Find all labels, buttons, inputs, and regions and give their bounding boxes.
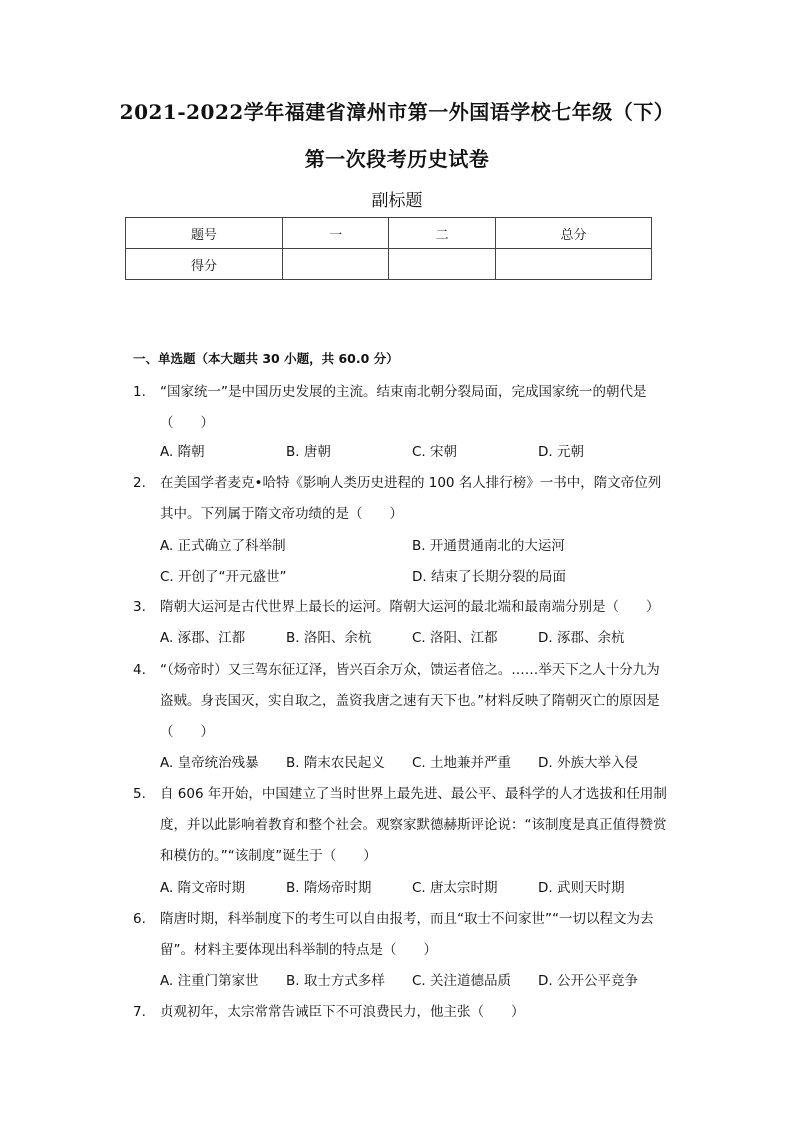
option-c[interactable]: C. 宋朝 xyxy=(412,444,458,460)
question-2-options xyxy=(160,531,680,593)
score-table-header-row xyxy=(126,218,652,249)
score-header-cell: 题号 xyxy=(126,218,283,249)
option-c[interactable]: C. 关注道德品质 xyxy=(412,973,512,989)
question-text: “国家统一”是中国历史发展的主流。结束南北朝分裂局面，完成国家统一的朝代是（ ） xyxy=(160,384,647,431)
question-7 xyxy=(133,997,673,1028)
option-a[interactable]: A. 注重门第家世 xyxy=(160,973,259,989)
question-5-options xyxy=(160,873,680,904)
question-number: 1. xyxy=(133,384,146,400)
question-2 xyxy=(133,468,673,530)
score-header-cell: 二 xyxy=(389,218,495,249)
score-row-label: 得分 xyxy=(126,249,283,280)
score-table xyxy=(125,217,652,280)
question-5 xyxy=(133,779,673,872)
question-text: 隋朝大运河是古代世界上最长的运河。隋朝大运河的最北端和最南端分别是（ ） xyxy=(160,599,660,615)
score-header-cell: 总分 xyxy=(495,218,651,249)
question-1-options xyxy=(160,437,680,468)
question-text: “（炀帝时）又三驾东征辽泽，皆兴百余万众，馈运者倍之。……举天下之人十分九为盗贼。身丧国灭，实自取之，盖资我唐之速有天下也。”材料反映了隋朝灭亡的原因是（ ） xyxy=(160,662,660,740)
option-a[interactable]: A. 涿郡、江都 xyxy=(160,630,246,646)
question-4-options xyxy=(160,748,680,779)
option-b[interactable]: B. 隋末农民起义 xyxy=(286,755,385,771)
score-cell[interactable] xyxy=(283,249,389,280)
option-c[interactable]: C. 开创了“开元盛世” xyxy=(160,569,287,585)
option-a[interactable]: A. 皇帝统治残暴 xyxy=(160,755,259,771)
option-b[interactable]: B. 取士方式多样 xyxy=(286,973,385,989)
option-d[interactable]: D. 元朝 xyxy=(538,444,584,460)
exam-title-line-2: 第一次段考历史试卷 xyxy=(304,147,490,171)
question-number: 5. xyxy=(133,786,146,802)
question-6 xyxy=(133,904,673,966)
option-a[interactable]: A. 隋朝 xyxy=(160,444,205,460)
question-number: 6. xyxy=(133,911,146,927)
question-4 xyxy=(133,655,673,748)
option-c[interactable]: C. 洛阳、江都 xyxy=(412,630,498,646)
score-cell[interactable] xyxy=(495,249,651,280)
option-c[interactable]: C. 唐太宗时期 xyxy=(412,880,498,896)
question-3 xyxy=(133,592,673,623)
option-d[interactable]: D. 武则天时期 xyxy=(538,880,625,896)
question-text: 贞观初年，太宗常常告诫臣下不可浪费民力，他主张（ ） xyxy=(160,1004,525,1020)
question-number: 3. xyxy=(133,599,146,615)
option-b[interactable]: B. 洛阳、余杭 xyxy=(286,630,372,646)
question-number: 7. xyxy=(133,1004,146,1020)
option-a[interactable]: A. 正式确立了科举制 xyxy=(160,538,286,554)
exam-subtitle: 副标题 xyxy=(371,191,423,211)
option-c[interactable]: C. 土地兼并严重 xyxy=(412,755,512,771)
question-text: 自 606 年开始，中国建立了当时世界上最先进、最公平、最科学的人才选拔和任用制度，并以此影响着教育和整个社会。观察家默德赫斯评论说：“该制度是真正值得赞赏和模仿的。”“该制度”诞生于（ ） xyxy=(160,786,667,864)
exam-title-line-1: 2021-2022学年福建省漳州市第一外国语学校七年级（下） xyxy=(119,100,675,124)
option-a[interactable]: A. 隋文帝时期 xyxy=(160,880,246,896)
option-d[interactable]: D. 结束了长期分裂的局面 xyxy=(412,569,566,585)
section-heading: 一、单选题（本大题共 30 小题，共 60.0 分） xyxy=(133,351,399,366)
score-cell[interactable] xyxy=(389,249,495,280)
question-text: 在美国学者麦克•哈特《影响人类历史进程的 100 名人排行榜》一书中，隋文帝位列其中。下列属于隋文帝功绩的是（ ） xyxy=(160,475,662,522)
question-1 xyxy=(133,377,673,439)
option-d[interactable]: D. 外族大举入侵 xyxy=(538,755,638,771)
score-header-cell: 一 xyxy=(283,218,389,249)
option-d[interactable]: D. 涿郡、余杭 xyxy=(538,630,625,646)
question-number: 4. xyxy=(133,662,146,678)
score-table-score-row xyxy=(126,249,652,280)
option-b[interactable]: B. 开通贯通南北的大运河 xyxy=(412,538,565,554)
question-number: 2. xyxy=(133,475,146,491)
option-d[interactable]: D. 公开公平竞争 xyxy=(538,973,638,989)
question-text: 隋唐时期，科举制度下的考生可以自由报考，而且“取士不问家世”“一切以程文为去留”。材料主要体现出科举制的特点是（ ） xyxy=(160,911,654,958)
question-6-options xyxy=(160,966,680,997)
option-b[interactable]: B. 唐朝 xyxy=(286,444,331,460)
question-3-options xyxy=(160,623,680,654)
option-b[interactable]: B. 隋炀帝时期 xyxy=(286,880,372,896)
